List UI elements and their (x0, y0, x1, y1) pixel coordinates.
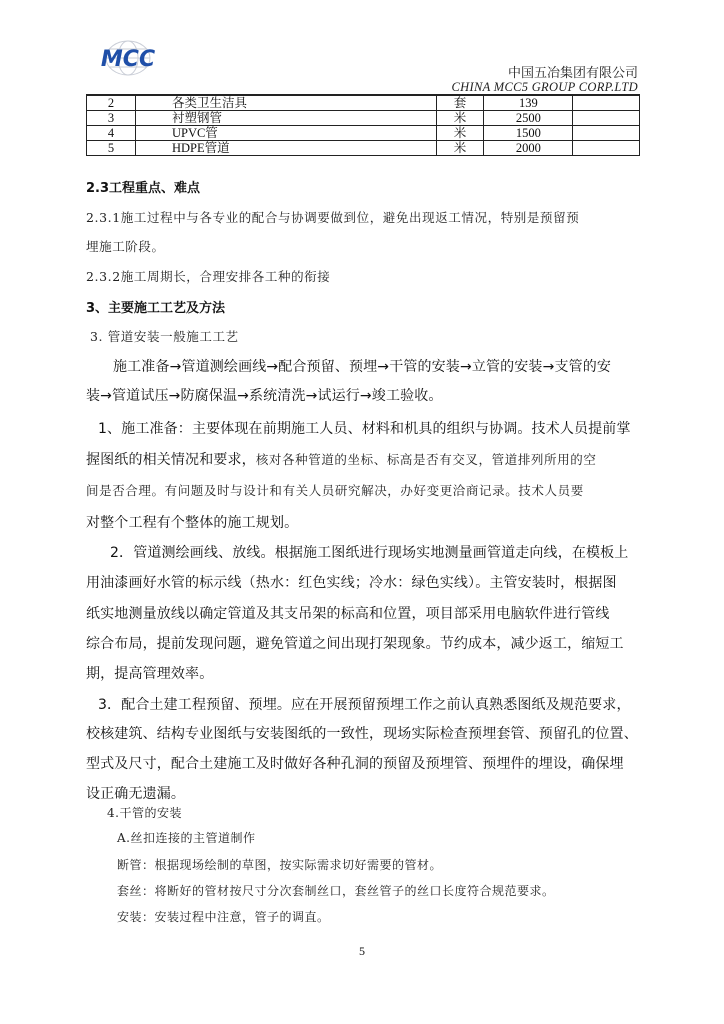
step-install: 安装：安装过程中注意，管子的调直。 (117, 910, 330, 924)
para-3-line: 校核建筑、结构专业图纸与安装图纸的一致性，现场实际检查预埋套管、预留孔的位置、 (86, 726, 638, 742)
cell-no: 5 (87, 141, 136, 156)
step-threading: 套丝：将断好的管材按尺寸分次套制丝口，套丝管子的丝口长度符合规范要求。 (117, 884, 555, 898)
cell-unit: 米 (436, 141, 484, 156)
table-row (87, 111, 640, 126)
section-2-3-1-line: 2.3.1施工过程中与各专业的配合与协调要做到位，避免出现返工情况，特别是预留预 (86, 210, 580, 225)
section-2-3-2-text: 2.3.2施工周期长，合理安排各工种的衔接 (86, 269, 331, 284)
para-1-line: 对整个工程有个整体的施工规划。 (86, 515, 299, 531)
cell-remark (573, 96, 640, 111)
section-4-heading: 4.干管的安装 (107, 806, 182, 820)
para-1-line (86, 449, 646, 469)
para-1-line: 1、施工准备：主要体现在前期施工人员、材料和机具的组织与协调。技术人员提前掌 (98, 421, 631, 437)
para-1-fragment: 核对各种管道的坐标、标高是否有交叉，管道排列所用的空 (255, 452, 597, 467)
cell-qty: 139 (484, 96, 573, 111)
company-name-en: CHINA MCC5 GROUP CORP.LTD (451, 80, 638, 94)
page-number: 5 (359, 944, 365, 958)
cell-remark (573, 126, 640, 141)
para-3-line: 型式及尺寸，配合土建施工及时做好各种孔洞的预留及预埋管、预埋件的埋设，确保埋 (86, 756, 624, 772)
para-1-line: 间是否合理。有问题及时与设计和有关人员研究解决，办好变更洽商记录。技术人员要 (86, 483, 584, 498)
cell-remark (573, 141, 640, 156)
cell-unit: 套 (436, 96, 484, 111)
cell-name: 各类卫生洁具 (135, 96, 436, 111)
cell-no: 2 (87, 96, 136, 111)
process-flow-line: 装→管道试压→防腐保温→系统清洗→试运行→竣工验收。 (86, 388, 443, 404)
mcc-logo (92, 38, 164, 78)
cell-unit: 米 (436, 111, 484, 126)
section-3-subheading: 3. 管道安装一般施工工艺 (90, 329, 239, 344)
para-2-line: 综合布局，提前发现问题，避免管道之间出现打架现象。节约成本，减少返工，缩短工 (86, 636, 624, 652)
page-header (86, 36, 640, 95)
table-row (87, 141, 640, 156)
cell-remark (573, 111, 640, 126)
cell-name: UPVC管 (135, 126, 436, 141)
para-3-line: 3．配合土建工程预留、预埋。应在开展预留预埋工作之前认真熟悉图纸及规范要求， (98, 697, 631, 713)
para-3-line: 设正确无遗漏。 (86, 786, 186, 802)
section-3-heading: 3、主要施工工艺及方法 (86, 301, 226, 316)
step-cut-pipe: 断管：根据现场绘制的草图，按实际需求切好需要的管材。 (117, 858, 443, 872)
table-row (87, 96, 640, 111)
cell-unit: 米 (436, 126, 484, 141)
section-2-3-heading: 2.3工程重点、难点 (86, 181, 201, 196)
cell-qty: 1500 (484, 126, 573, 141)
section-4a-heading: A.丝扣连接的主管道制作 (117, 831, 256, 845)
para-1-fragment: 握图纸的相关情况和要求， (86, 452, 256, 468)
cell-name: 衬塑钢管 (135, 111, 436, 126)
cell-no: 4 (87, 126, 136, 141)
para-2-line: 2．管道测绘画线、放线。根据施工图纸进行现场实地测量画管道走向线，在模板上 (110, 545, 629, 561)
process-flow-line: 施工准备→管道测绘画线→配合预留、预埋→干管的安装→立管的安装→支管的安 (113, 359, 612, 375)
cell-qty: 2000 (484, 141, 573, 156)
company-name-cn: 中国五冶集团有限公司 (507, 66, 638, 81)
section-2-3-1-line: 埋施工阶段。 (86, 239, 165, 254)
cell-no: 3 (87, 111, 136, 126)
para-2-line: 用油漆画好水管的标示线（热水：红色实线；冷水：绿色实线）。主管安装时，根据图 (86, 575, 617, 591)
para-2-line: 期，提高管理效率。 (86, 666, 214, 682)
cell-qty: 2500 (484, 111, 573, 126)
cell-name: HDPE管道 (135, 141, 436, 156)
materials-table (86, 95, 640, 156)
logo-text: MCC (100, 47, 156, 72)
table-row (87, 126, 640, 141)
para-2-line: 纸实地测量放线以确定管道及其支吊架的标高和位置，项目部采用电脑软件进行管线 (86, 606, 610, 622)
